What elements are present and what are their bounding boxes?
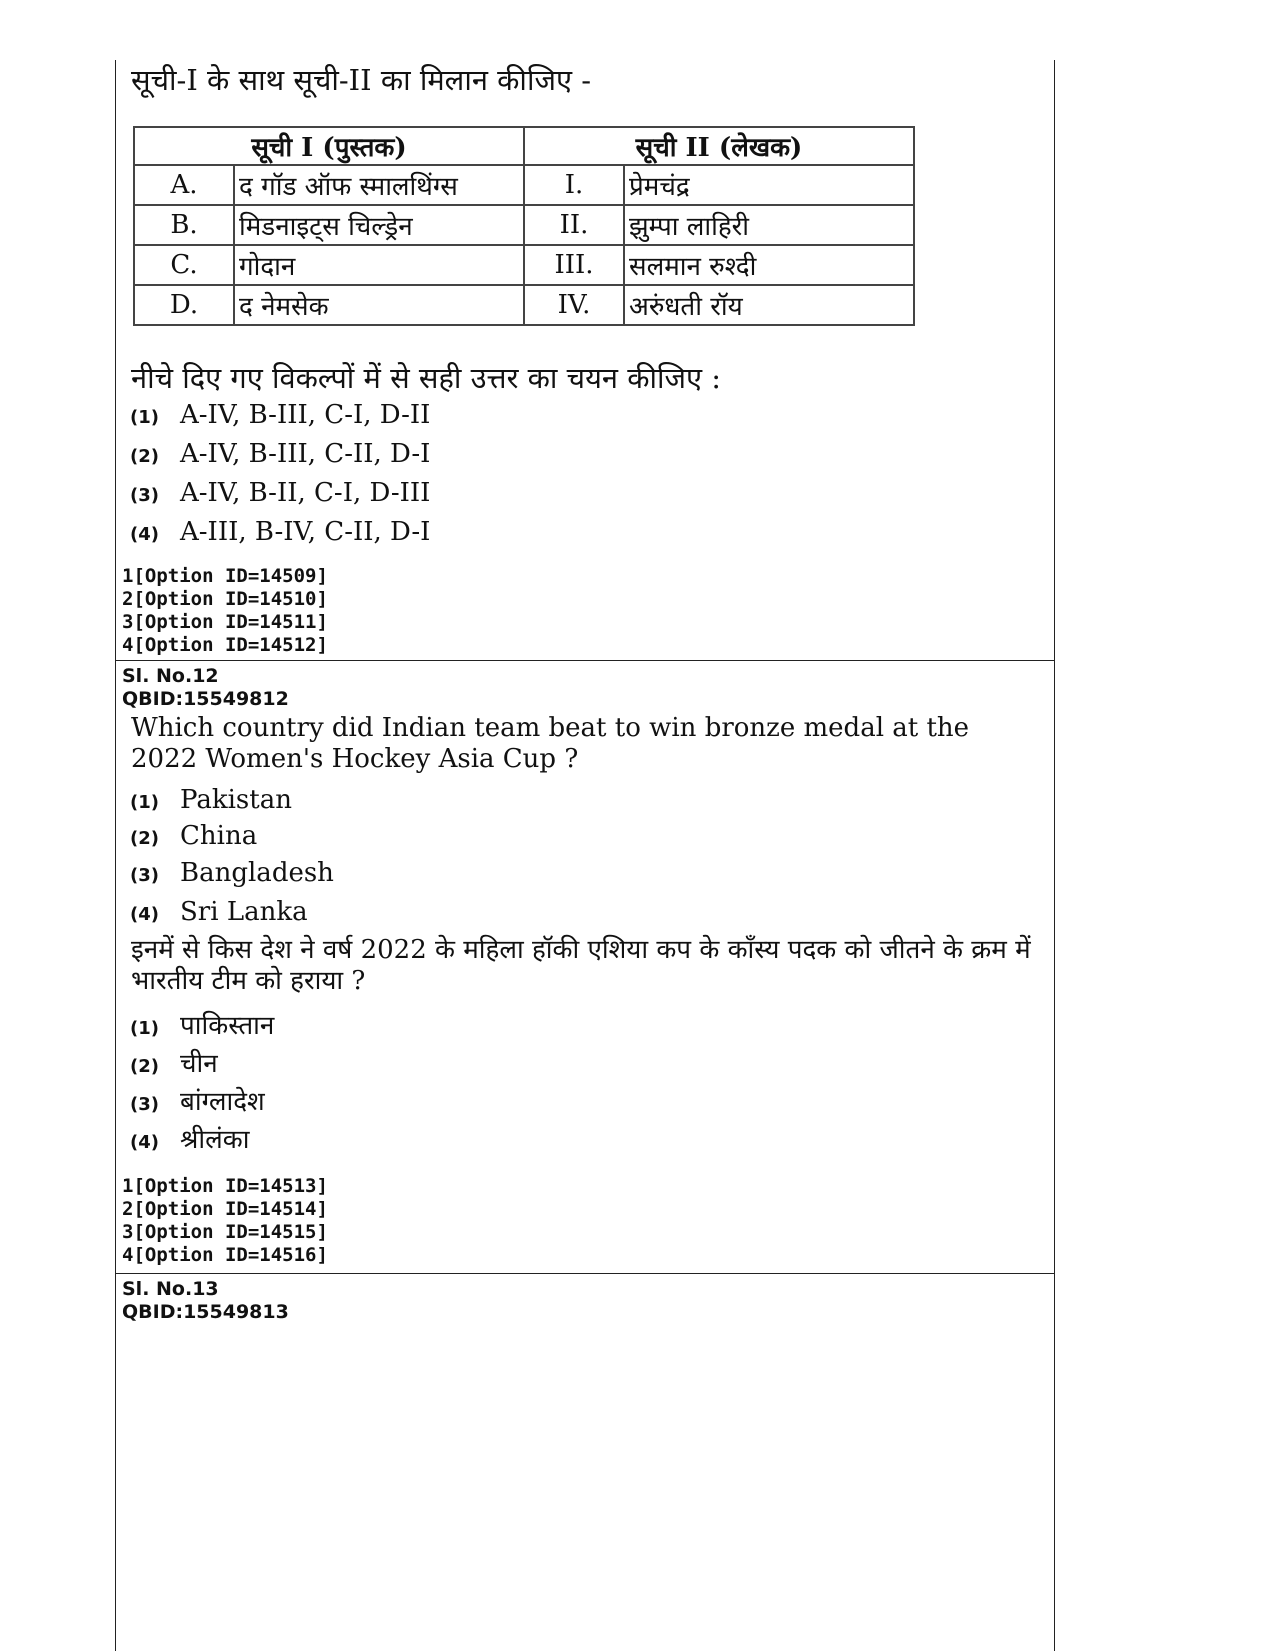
table-row (134, 285, 914, 325)
option-id: 2[Option ID=14514] (122, 1198, 328, 1220)
row-numeral: III. (524, 245, 624, 285)
option-id: 3[Option ID=14511] (122, 611, 328, 633)
option-number: (2) (130, 828, 159, 849)
question-text-hindi: इनमें से किस देश ने वर्ष 2022 के महिला हॉकी एशिया कप के काँस्य पदक को जीतने के क्रम में भारतीय टीम को हराया ? (131, 935, 1031, 996)
option-number: (4) (130, 524, 159, 545)
author-name: सलमान रुश्दी (624, 245, 914, 285)
book-name: द नेमसेक (234, 285, 524, 325)
question-divider (116, 1273, 1054, 1274)
option-number: (3) (130, 865, 159, 886)
option-id: 4[Option ID=14512] (122, 634, 328, 656)
row-numeral: I. (524, 165, 624, 205)
option-id: 3[Option ID=14515] (122, 1221, 328, 1243)
author-name: झुम्पा लाहिरी (624, 205, 914, 245)
option-number: (3) (130, 485, 159, 506)
option-number: (3) (130, 1094, 159, 1115)
option-id: 1[Option ID=14509] (122, 565, 328, 587)
option-id: 2[Option ID=14510] (122, 588, 328, 610)
answer-option (130, 400, 430, 430)
option-text: बांग्लादेश (180, 1087, 265, 1117)
row-numeral: II. (524, 205, 624, 245)
row-numeral: IV. (524, 285, 624, 325)
author-name: प्रेमचंद्र (624, 165, 914, 205)
option-text: Sri Lanka (180, 897, 308, 927)
book-name: मिडनाइट्स चिल्ड्रेन (234, 205, 524, 245)
match-table (133, 126, 915, 326)
question-text-english: Which country did Indian team beat to win bronze medal at the 2022 Women's Hockey Asia Cup ? (131, 713, 970, 774)
answer-option (130, 1006, 274, 1042)
option-id-list (122, 1175, 328, 1267)
option-text: चीन (180, 1049, 218, 1079)
answer-option (130, 897, 308, 927)
option-number: (1) (130, 407, 159, 428)
option-number: (2) (130, 1056, 159, 1077)
question-13-section (116, 1276, 1054, 1376)
option-text: A-III, B-IV, C-II, D-I (180, 517, 431, 547)
table-row (134, 165, 914, 205)
answer-option (130, 821, 257, 851)
question-paper-frame (115, 60, 1055, 1651)
option-number: (4) (130, 1132, 159, 1153)
question-bank-id: QBID:15549813 (122, 1301, 289, 1323)
option-text: A-IV, B-III, C-I, D-II (180, 400, 431, 430)
serial-number: Sl. No.13 (122, 1278, 219, 1300)
match-table-header (134, 127, 914, 165)
question-meta (122, 1278, 289, 1324)
choose-instruction: नीचे दिए गए विकल्पों में से सही उत्तर का चयन कीजिए : (131, 361, 722, 395)
option-text: A-IV, B-II, C-I, D-III (180, 478, 431, 508)
option-text: Bangladesh (180, 858, 334, 888)
answer-option (130, 1044, 218, 1080)
option-text: पाकिस्तान (180, 1011, 275, 1041)
list-two-header: सूची II (लेखक) (524, 127, 914, 165)
table-row (134, 205, 914, 245)
list-one-header: सूची I (पुस्तक) (134, 127, 524, 165)
question-12-section (116, 663, 1054, 1273)
answer-option (130, 1082, 265, 1118)
option-id-list (122, 565, 328, 657)
author-name: अरुंधती रॉय (624, 285, 914, 325)
row-letter: A. (134, 165, 234, 205)
row-letter: D. (134, 285, 234, 325)
option-text: China (180, 821, 258, 851)
row-letter: B. (134, 205, 234, 245)
question-bank-id: QBID:15549812 (122, 688, 289, 710)
option-number: (2) (130, 446, 159, 467)
option-text: Pakistan (180, 785, 292, 815)
option-text: A-IV, B-III, C-II, D-I (180, 439, 431, 469)
match-instruction: सूची-I के साथ सूची-II का मिलान कीजिए - (131, 63, 592, 97)
book-name: गोदान (234, 245, 524, 285)
answer-option (130, 858, 334, 888)
question-divider (116, 660, 1054, 661)
option-text: श्रीलंका (180, 1125, 250, 1155)
row-letter: C. (134, 245, 234, 285)
answer-option (130, 1120, 249, 1156)
answer-option (130, 517, 430, 547)
answer-option (130, 439, 430, 469)
option-number: (4) (130, 904, 159, 925)
table-row (134, 245, 914, 285)
book-name: द गॉड ऑफ स्मालथिंग्स (234, 165, 524, 205)
serial-number: Sl. No.12 (122, 665, 219, 687)
answer-option (130, 478, 430, 508)
answer-option (130, 785, 292, 815)
question-11-section (116, 60, 1054, 686)
option-id: 1[Option ID=14513] (122, 1175, 328, 1197)
option-id: 4[Option ID=14516] (122, 1244, 328, 1266)
option-number: (1) (130, 1018, 159, 1039)
question-meta (122, 665, 289, 711)
option-number: (1) (130, 792, 159, 813)
